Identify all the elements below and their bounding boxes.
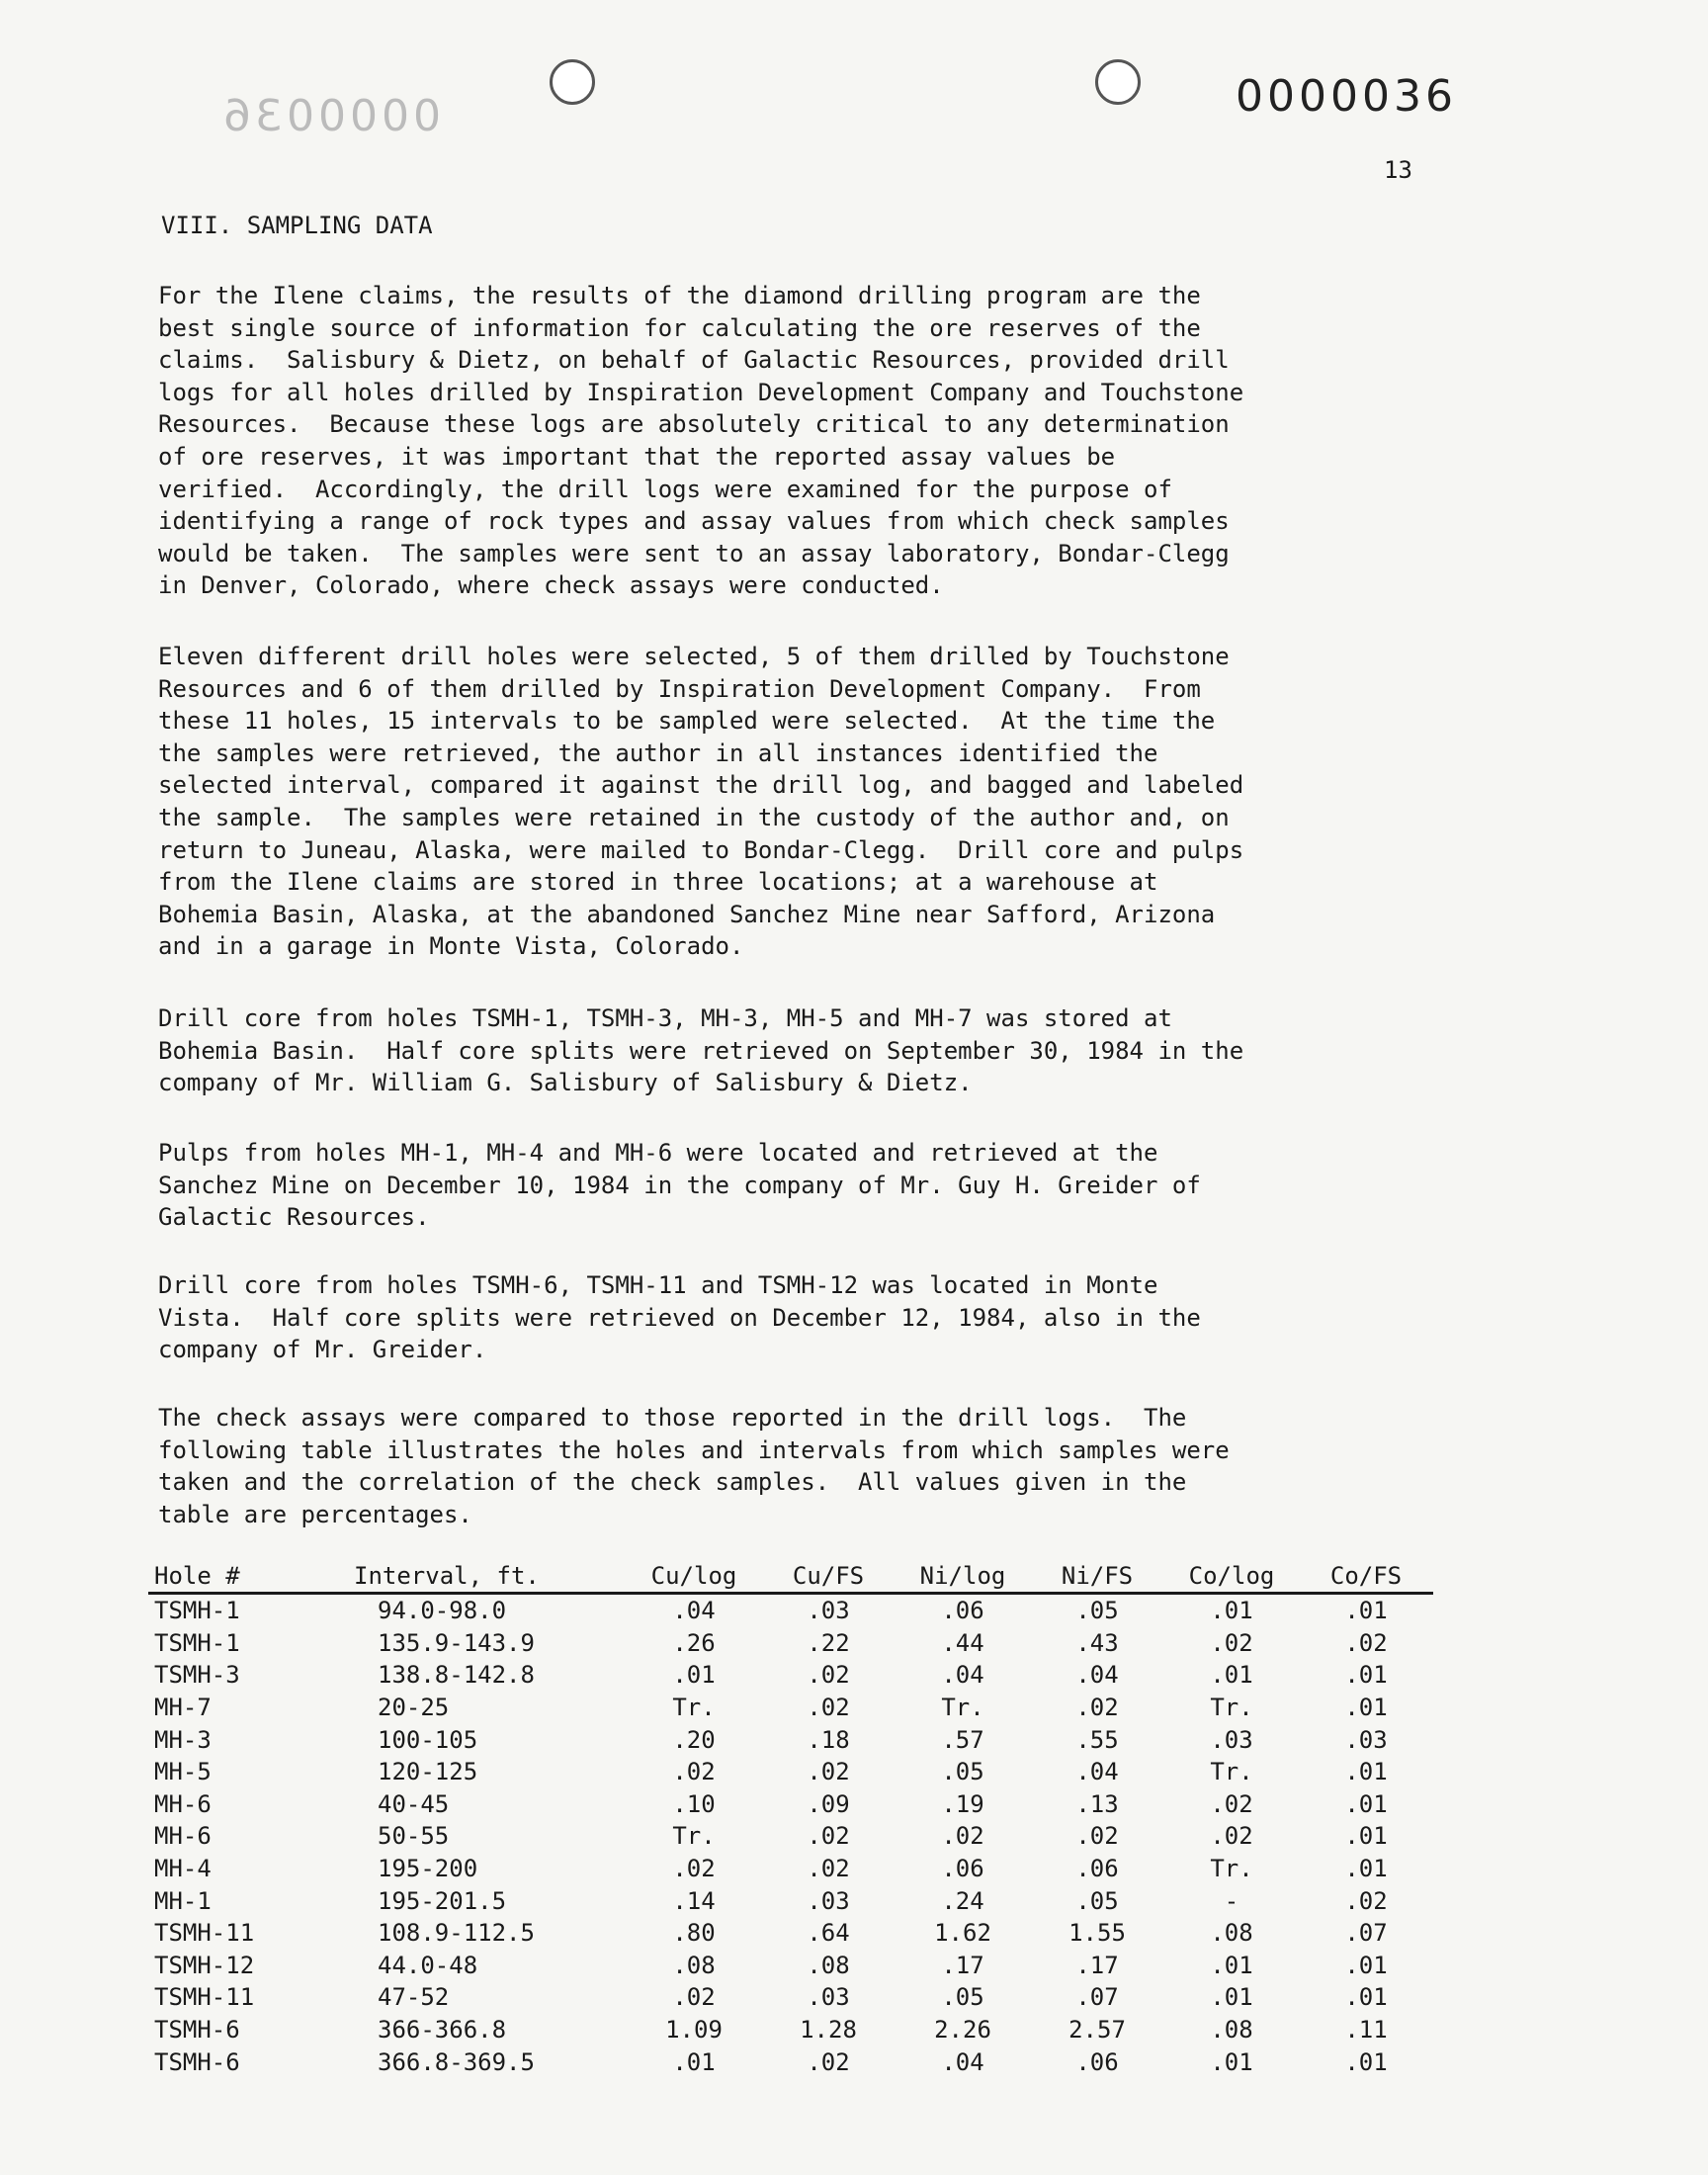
cell-interval: 138.8-142.8: [378, 1661, 535, 1690]
cell-co-log: .01: [1210, 1983, 1253, 2012]
cell-cu-log: .80: [672, 1919, 716, 1948]
paragraph-diamond-drilling: For the Ilene claims, the results of the diamond drilling program are the best single source of information for calculating the ore reserves of the claims. Salisbury & Dietz, on behalf of Galactic Resources, provided drill logs for all holes drilled by Inspiration Development Company and Touchstone Resources. Because these logs are absolutely critical to any determination of ore reserves, it was important that the reported assay values be verified. Accordingly, the drill logs were examined for the purpose of identifying a range of rock types and assay values from which check samples would be taken. The samples were sent to an assay laboratory, Bondar-Clegg in Denver, Colorado, where check assays were conducted.: [158, 282, 1244, 600]
cell-ni-log: .04: [941, 2047, 984, 2076]
cell-cu-log: .08: [672, 1951, 716, 1979]
cell-co-fs: .01: [1344, 1758, 1388, 1786]
cell-co-fs: .01: [1344, 2047, 1388, 2076]
cell-cu-log: .14: [672, 1886, 716, 1915]
cell-co-log: .01: [1210, 1661, 1253, 1690]
cell-ni-log: .57: [941, 1725, 984, 1754]
cell-cu-log: Tr.: [672, 1694, 716, 1722]
cell-co-log: .08: [1210, 2016, 1253, 2044]
cell-cu-fs: .18: [807, 1725, 850, 1754]
document-id-stamp: 0000036: [1236, 71, 1457, 122]
cell-co-fs: .03: [1344, 1725, 1388, 1754]
cell-interval: 135.9-143.9: [378, 1628, 535, 1657]
cell-ni-fs: .02: [1075, 1694, 1119, 1722]
cell-hole: TSMH-1: [154, 1597, 240, 1625]
cell-cu-log: .02: [672, 1855, 716, 1883]
cell-co-log: .03: [1210, 1725, 1253, 1754]
page-number: 13: [1384, 156, 1412, 184]
cell-cu-log: Tr.: [672, 1822, 716, 1851]
cell-hole: MH-3: [154, 1725, 212, 1754]
cell-co-fs: .01: [1344, 1661, 1388, 1690]
cell-hole: TSMH-12: [154, 1951, 255, 1979]
table-row: [148, 1853, 1433, 1885]
cell-co-log: .01: [1210, 2047, 1253, 2076]
cell-cu-fs: .02: [807, 1855, 850, 1883]
cell-co-fs: .01: [1344, 1597, 1388, 1625]
cell-cu-log: .02: [672, 1758, 716, 1786]
column-header-ni-log: Ni/log: [896, 1560, 1030, 1594]
cell-cu-log: .20: [672, 1725, 716, 1754]
paragraph-bohemia-basin: Drill core from holes TSMH-1, TSMH-3, MH-3, MH-5 and MH-7 was stored at Bohemia Basin. Half core splits were retrieved on September 30, 1984 in the company of Mr. William G. Salisbury of Salisbury & Dietz.: [158, 1004, 1244, 1097]
cell-co-fs: .01: [1344, 1951, 1388, 1979]
cell-ni-log: .24: [941, 1886, 984, 1915]
cell-co-log: .01: [1210, 1597, 1253, 1625]
cell-co-log: .02: [1210, 1789, 1253, 1818]
cell-co-log: .08: [1210, 1919, 1253, 1948]
cell-co-fs: .07: [1344, 1919, 1388, 1948]
cell-cu-fs: .03: [807, 1886, 850, 1915]
cell-co-fs: .01: [1344, 1694, 1388, 1722]
paragraph-hole-selection: Eleven different drill holes were selected, 5 of them drilled by Touchstone Resources and 6 of them drilled by Inspiration Development Company. From these 11 holes, 15 intervals to be sampled were selected. At the time the the samples were retrieved, the author in all instances identified the selected interval, compared it against the drill log, and bagged and labeled the sample. The samples were retained in the custody of the author and, on return to Juneau, Alaska, were mailed to Bondar-Clegg. Drill core and pulps from the Ilene claims are stored in three locations; at a warehouse at Bohemia Basin, Alaska, at the abandoned Sanchez Mine near Safford, Arizona and in a garage in Monte Vista, Colorado.: [158, 643, 1244, 961]
cell-cu-fs: .09: [807, 1789, 850, 1818]
cell-ni-fs: .05: [1075, 1597, 1119, 1625]
cell-cu-fs: .02: [807, 1694, 850, 1722]
table-row: [148, 1723, 1433, 1756]
cell-interval: 195-200: [378, 1855, 478, 1883]
cell-interval: 108.9-112.5: [378, 1919, 535, 1948]
cell-interval: 100-105: [378, 1725, 478, 1754]
column-header-cu-fs: Cu/FS: [761, 1560, 896, 1594]
cell-co-fs: .02: [1344, 1628, 1388, 1657]
column-header-interval: Interval, ft.: [348, 1560, 627, 1594]
paragraph-sanchez-mine: Pulps from holes MH-1, MH-4 and MH-6 were located and retrieved at the Sanchez Mine on December 10, 1984 in the company of Mr. Guy H. Greider of Galactic Resources.: [158, 1139, 1201, 1232]
cell-ni-fs: .04: [1075, 1661, 1119, 1690]
cell-hole: TSMH-1: [154, 1628, 240, 1657]
cell-interval: 20-25: [378, 1694, 450, 1722]
cell-interval: 44.0-48: [378, 1951, 478, 1979]
table-row: [148, 1981, 1433, 2014]
cell-interval: 47-52: [378, 1983, 450, 2012]
table-header-row: [148, 1560, 1433, 1594]
cell-hole: MH-4: [154, 1855, 212, 1883]
cell-cu-log: .10: [672, 1789, 716, 1818]
cell-co-fs: .02: [1344, 1886, 1388, 1915]
cell-cu-log: .02: [672, 1983, 716, 2012]
cell-ni-log: .05: [941, 1983, 984, 2012]
cell-co-log: .02: [1210, 1822, 1253, 1851]
cell-ni-log: 1.62: [934, 1919, 991, 1948]
cell-ni-fs: .05: [1075, 1886, 1119, 1915]
cell-ni-fs: .04: [1075, 1758, 1119, 1786]
cell-ni-log: .19: [941, 1789, 984, 1818]
column-header-hole: Hole #: [148, 1560, 348, 1594]
cell-cu-fs: .03: [807, 1597, 850, 1625]
cell-co-fs: .11: [1344, 2016, 1388, 2044]
cell-hole: MH-1: [154, 1886, 212, 1915]
cell-ni-fs: .06: [1075, 2047, 1119, 2076]
cell-hole: TSMH-6: [154, 2047, 240, 2076]
cell-cu-log: .26: [672, 1628, 716, 1657]
cell-cu-fs: .03: [807, 1983, 850, 2012]
cell-cu-fs: .02: [807, 1822, 850, 1851]
cell-ni-log: 2.26: [934, 2016, 991, 2044]
cell-cu-log: .01: [672, 2047, 716, 2076]
cell-co-log: Tr.: [1210, 1758, 1253, 1786]
cell-co-log: .02: [1210, 1628, 1253, 1657]
cell-cu-fs: .08: [807, 1951, 850, 1979]
cell-ni-fs: 1.55: [1068, 1919, 1126, 1948]
table-row: [148, 2014, 1433, 2046]
cell-interval: 195-201.5: [378, 1886, 507, 1915]
table-row: [148, 1692, 1433, 1724]
cell-ni-log: .02: [941, 1822, 984, 1851]
cell-co-fs: .01: [1344, 1983, 1388, 2012]
column-header-co-log: Co/log: [1164, 1560, 1299, 1594]
cell-ni-fs: .07: [1075, 1983, 1119, 2012]
cell-hole: TSMH-11: [154, 1983, 255, 2012]
cell-cu-fs: .02: [807, 2047, 850, 2076]
cell-hole: TSMH-6: [154, 2016, 240, 2044]
table-row: [148, 1820, 1433, 1853]
table-body: [148, 1594, 1433, 2078]
cell-ni-log: .17: [941, 1951, 984, 1979]
table-row: [148, 1950, 1433, 1982]
cell-co-log: .01: [1210, 1951, 1253, 1979]
assay-comparison-table: [148, 1560, 1433, 2078]
cell-ni-log: .04: [941, 1661, 984, 1690]
cell-ni-log: .44: [941, 1628, 984, 1657]
cell-co-fs: .01: [1344, 1822, 1388, 1851]
cell-cu-fs: .02: [807, 1758, 850, 1786]
cell-co-fs: .01: [1344, 1855, 1388, 1883]
cell-ni-fs: .17: [1075, 1951, 1119, 1979]
column-header-co-fs: Co/FS: [1299, 1560, 1433, 1594]
cell-cu-log: .04: [672, 1597, 716, 1625]
table-row: [148, 1594, 1433, 1627]
cell-ni-log: .06: [941, 1855, 984, 1883]
right-hole-punch: [1095, 59, 1141, 105]
column-header-cu-log: Cu/log: [627, 1560, 761, 1594]
cell-cu-fs: .64: [807, 1919, 850, 1948]
cell-hole: MH-5: [154, 1758, 212, 1786]
cell-ni-log: .05: [941, 1758, 984, 1786]
cell-co-log: Tr.: [1210, 1694, 1253, 1722]
bleed-through-stamp: 0000036: [219, 91, 441, 141]
table-row: [148, 1659, 1433, 1692]
cell-cu-fs: .02: [807, 1661, 850, 1690]
table-row: [148, 1884, 1433, 1917]
cell-ni-fs: .55: [1075, 1725, 1119, 1754]
cell-interval: 120-125: [378, 1758, 478, 1786]
cell-cu-fs: 1.28: [800, 2016, 857, 2044]
cell-ni-fs: 2.57: [1068, 2016, 1126, 2044]
paragraph-monte-vista: Drill core from holes TSMH-6, TSMH-11 and TSMH-12 was located in Monte Vista. Half core splits were retrieved on December 12, 1984, also in the company of Mr. Greider.: [158, 1271, 1201, 1364]
cell-ni-fs: .06: [1075, 1855, 1119, 1883]
cell-ni-fs: .13: [1075, 1789, 1119, 1818]
paragraph-check-assays: The check assays were compared to those reported in the drill logs. The following table illustrates the holes and intervals from which samples were taken and the correlation of the check samples. All values given in the table are percentages.: [158, 1404, 1230, 1528]
table-row: [148, 1756, 1433, 1788]
cell-ni-log: Tr.: [941, 1694, 984, 1722]
cell-interval: 50-55: [378, 1822, 450, 1851]
cell-co-log: -: [1224, 1886, 1239, 1915]
cell-cu-log: 1.09: [665, 2016, 723, 2044]
cell-cu-fs: .22: [807, 1628, 850, 1657]
table-row: [148, 2045, 1433, 2078]
table-row: [148, 1917, 1433, 1950]
table-row: [148, 1627, 1433, 1660]
cell-ni-fs: .43: [1075, 1628, 1119, 1657]
cell-cu-log: .01: [672, 1661, 716, 1690]
cell-hole: TSMH-3: [154, 1661, 240, 1690]
cell-ni-log: .06: [941, 1597, 984, 1625]
cell-interval: 94.0-98.0: [378, 1597, 507, 1625]
table-row: [148, 1788, 1433, 1821]
cell-co-log: Tr.: [1210, 1855, 1253, 1883]
cell-interval: 366.8-369.5: [378, 2047, 535, 2076]
cell-interval: 40-45: [378, 1789, 450, 1818]
cell-hole: TSMH-11: [154, 1919, 255, 1948]
cell-hole: MH-6: [154, 1789, 212, 1818]
cell-hole: MH-6: [154, 1822, 212, 1851]
cell-co-fs: .01: [1344, 1789, 1388, 1818]
cell-interval: 366-366.8: [378, 2016, 507, 2044]
section-title: VIII. SAMPLING DATA: [161, 212, 433, 239]
column-header-ni-fs: Ni/FS: [1030, 1560, 1164, 1594]
cell-hole: MH-7: [154, 1694, 212, 1722]
cell-ni-fs: .02: [1075, 1822, 1119, 1851]
left-hole-punch: [550, 59, 595, 105]
